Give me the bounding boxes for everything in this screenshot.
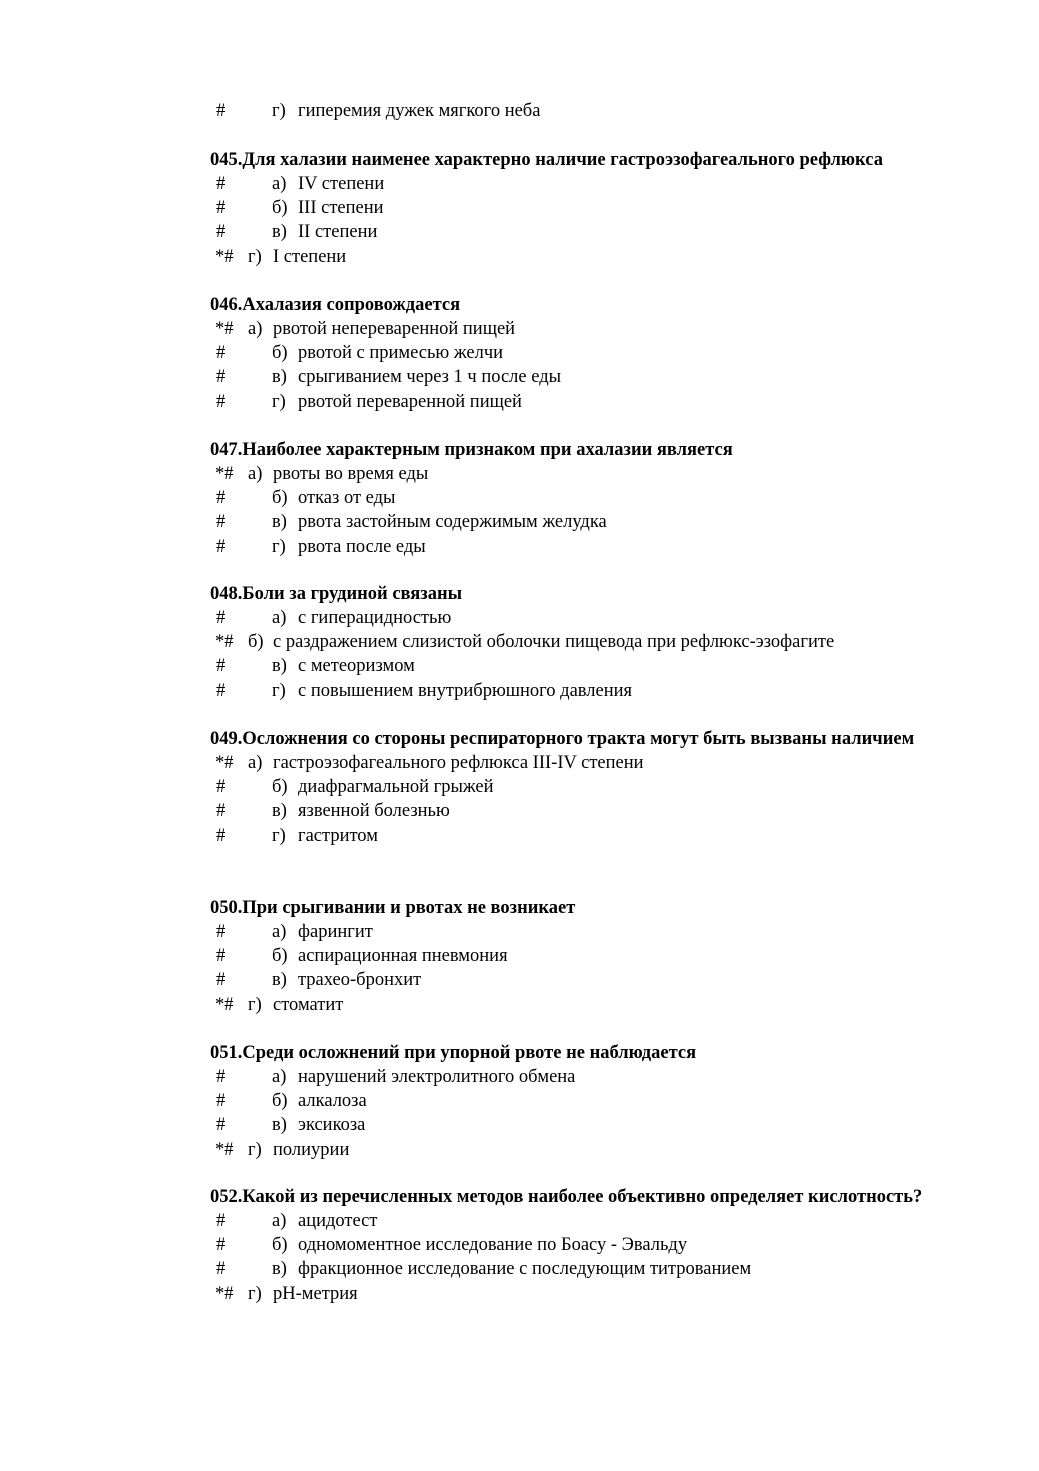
answer-option [0, 824, 1039, 848]
answer-option [0, 1209, 1039, 1233]
answer-option [0, 1257, 1039, 1281]
answer-option-correct [0, 317, 1039, 341]
answer-option [0, 679, 1039, 703]
answer-text: отказ от еды [298, 488, 396, 509]
answer-text: нарушений электролитного обмена [298, 1067, 576, 1087]
answer-letter: г) [248, 994, 262, 1015]
answer-text: гастроэзофагеального рефлюкса III-IV степени [273, 753, 644, 773]
answer-mark: # [216, 777, 226, 798]
answer-letter: б) [248, 632, 264, 653]
answer-option [0, 1065, 1039, 1089]
answer-option [0, 172, 1039, 196]
answer-mark: # [216, 656, 226, 677]
answer-letter: в) [272, 656, 287, 677]
answer-option-correct [0, 993, 1039, 1017]
question-title: 052.Какой из перечисленных методов наиболее объективно определяет кислотность? [210, 1187, 923, 1207]
answer-letter: б) [272, 198, 288, 219]
answer-letter: в) [272, 222, 287, 243]
question-block [0, 1041, 1039, 1162]
answer-letter: г) [272, 825, 286, 846]
answer-mark: # [216, 922, 226, 942]
answer-option-correct [0, 1138, 1039, 1162]
answer-text: рвотой с примесью желчи [298, 343, 504, 364]
answer-option [0, 535, 1039, 559]
answer-text: гиперемия дужек мягкого неба [298, 101, 541, 121]
answer-option [0, 799, 1039, 823]
answer-mark: # [216, 512, 226, 533]
answer-mark: *# [215, 994, 234, 1015]
answer-option [0, 944, 1039, 968]
answer-option [0, 341, 1039, 365]
answer-option [0, 1113, 1039, 1137]
answer-letter: г) [248, 1139, 262, 1160]
answer-mark: # [216, 1235, 226, 1256]
answer-mark: # [216, 222, 226, 243]
answer-text: гастритом [298, 825, 378, 846]
answer-option [0, 1089, 1039, 1113]
answer-option [0, 1233, 1039, 1257]
answer-letter: а) [272, 1211, 287, 1231]
question-title: 047.Наиболее характерным признаком при ахалазии является [210, 440, 733, 460]
question-title: 050.При срыгивании и рвотах не возникает [210, 898, 576, 918]
answer-letter: г) [272, 391, 286, 412]
answer-text: рвота после еды [298, 536, 426, 557]
question-block [0, 293, 1039, 414]
answer-mark: *# [215, 1283, 234, 1304]
answer-text: алкалоза [298, 1091, 367, 1112]
answer-letter: в) [272, 970, 287, 991]
answer-option-correct [0, 630, 1039, 654]
answer-option [0, 654, 1039, 678]
answer-letter: а) [248, 319, 263, 339]
answer-letter: б) [272, 946, 288, 967]
answer-letter: в) [272, 1115, 287, 1136]
answer-text: рвотой переваренной пищей [298, 391, 522, 412]
answer-letter: в) [272, 801, 287, 822]
answer-text: трахео-бронхит [298, 970, 422, 991]
question-block [0, 727, 1039, 848]
answer-text: стоматит [273, 994, 344, 1015]
answer-letter: а) [272, 922, 287, 942]
answer-mark: # [216, 825, 226, 846]
answer-mark: *# [215, 246, 234, 267]
question-title: 049.Осложнения со стороны респираторного тракта могут быть вызваны наличием [210, 729, 915, 749]
answer-text: эксикоза [298, 1115, 366, 1136]
answer-mark: *# [215, 753, 234, 773]
answer-option-correct [0, 1282, 1039, 1306]
answer-mark: # [216, 608, 226, 628]
answer-mark: # [216, 367, 226, 388]
answer-letter: а) [248, 753, 263, 773]
answer-letter: б) [272, 1235, 288, 1256]
answer-text: срыгиванием через 1 ч после еды [298, 367, 562, 388]
answer-letter: г) [248, 246, 262, 267]
answer-option [0, 775, 1039, 799]
answer-option [0, 390, 1039, 414]
answer-text: одномоментное исследование по Боасу - Эвальду [298, 1235, 688, 1256]
answer-letter: г) [272, 101, 286, 121]
answer-mark: *# [215, 632, 234, 653]
answer-text: I степени [273, 246, 347, 267]
answer-text: рвота застойным содержимым желудка [298, 512, 607, 533]
answer-mark: *# [215, 464, 234, 484]
answer-text: полиурии [273, 1139, 350, 1160]
lead-answer [0, 99, 1039, 123]
answer-text: III степени [298, 198, 384, 219]
answer-text: IV степени [298, 174, 385, 194]
answer-letter: б) [272, 343, 288, 364]
question-block [0, 438, 1039, 559]
answer-option [0, 920, 1039, 944]
answer-text: диафрагмальной грыжей [298, 777, 494, 798]
answer-mark: # [216, 174, 226, 194]
answer-mark: # [216, 391, 226, 412]
answer-letter: а) [272, 1067, 287, 1087]
answer-mark: # [216, 536, 226, 557]
answer-mark: # [216, 801, 226, 822]
answer-text: с повышением внутрибрюшного давления [298, 680, 633, 701]
answer-option [0, 486, 1039, 510]
answer-text: с метеоризмом [298, 656, 415, 677]
answer-text: язвенной болезнью [298, 801, 450, 822]
answer-option-correct [0, 462, 1039, 486]
answer-letter: г) [248, 1283, 262, 1304]
answer-text: II степени [298, 222, 378, 243]
answer-letter: а) [248, 464, 263, 484]
answer-letter: б) [272, 777, 288, 798]
question-block [0, 1185, 1039, 1306]
question-block [0, 148, 1039, 269]
answer-mark: # [216, 946, 226, 967]
answer-text: pH-метрия [273, 1283, 358, 1304]
answer-option [0, 968, 1039, 992]
answer-letter: в) [272, 512, 287, 533]
answer-option [0, 99, 1039, 123]
answer-letter: а) [272, 608, 287, 628]
answer-mark: # [216, 101, 226, 121]
answer-option-correct [0, 245, 1039, 269]
answer-mark: # [216, 1259, 226, 1280]
answer-mark: # [216, 343, 226, 364]
question-title: 048.Боли за грудиной связаны [210, 584, 463, 604]
answer-letter: б) [272, 1091, 288, 1112]
answer-letter: а) [272, 174, 287, 194]
question-title: 045.Для халазии наименее характерно наличие гастроэзофагеального рефлюкса [210, 150, 883, 170]
answer-option [0, 365, 1039, 389]
answer-mark: # [216, 488, 226, 509]
answer-mark: # [216, 1067, 226, 1087]
question-block [0, 582, 1039, 703]
answer-mark: # [216, 1115, 226, 1136]
answer-mark: # [216, 1091, 226, 1112]
answer-letter: в) [272, 367, 287, 388]
answer-mark: # [216, 1211, 226, 1231]
question-title: 051.Среди осложнений при упорной рвоте не наблюдается [210, 1043, 697, 1063]
answer-text: с гиперацидностью [298, 608, 452, 628]
answer-option [0, 220, 1039, 244]
answer-option [0, 606, 1039, 630]
answer-mark: *# [215, 319, 234, 339]
answer-mark: *# [215, 1139, 234, 1160]
answer-text: рвоты во время еды [273, 464, 429, 484]
answer-option [0, 196, 1039, 220]
answer-option [0, 510, 1039, 534]
answer-text: ацидотест [298, 1211, 378, 1231]
question-title: 046.Ахалазия сопровождается [210, 295, 461, 315]
answer-mark: # [216, 198, 226, 219]
answer-letter: г) [272, 680, 286, 701]
answer-mark: # [216, 680, 226, 701]
answer-letter: в) [272, 1259, 287, 1280]
answer-text: фарингит [298, 922, 373, 942]
answer-text: рвотой непереваренной пищей [273, 319, 516, 339]
answer-mark: # [216, 970, 226, 991]
answer-letter: б) [272, 488, 288, 509]
question-block [0, 896, 1039, 1017]
answer-option-correct [0, 751, 1039, 775]
answer-text: аспирационная пневмония [298, 946, 508, 967]
answer-text: с раздражением слизистой оболочки пищевода при рефлюкс-эзофагите [273, 632, 835, 653]
answer-text: фракционное исследование с последующим титрованием [298, 1259, 752, 1280]
answer-letter: г) [272, 536, 286, 557]
